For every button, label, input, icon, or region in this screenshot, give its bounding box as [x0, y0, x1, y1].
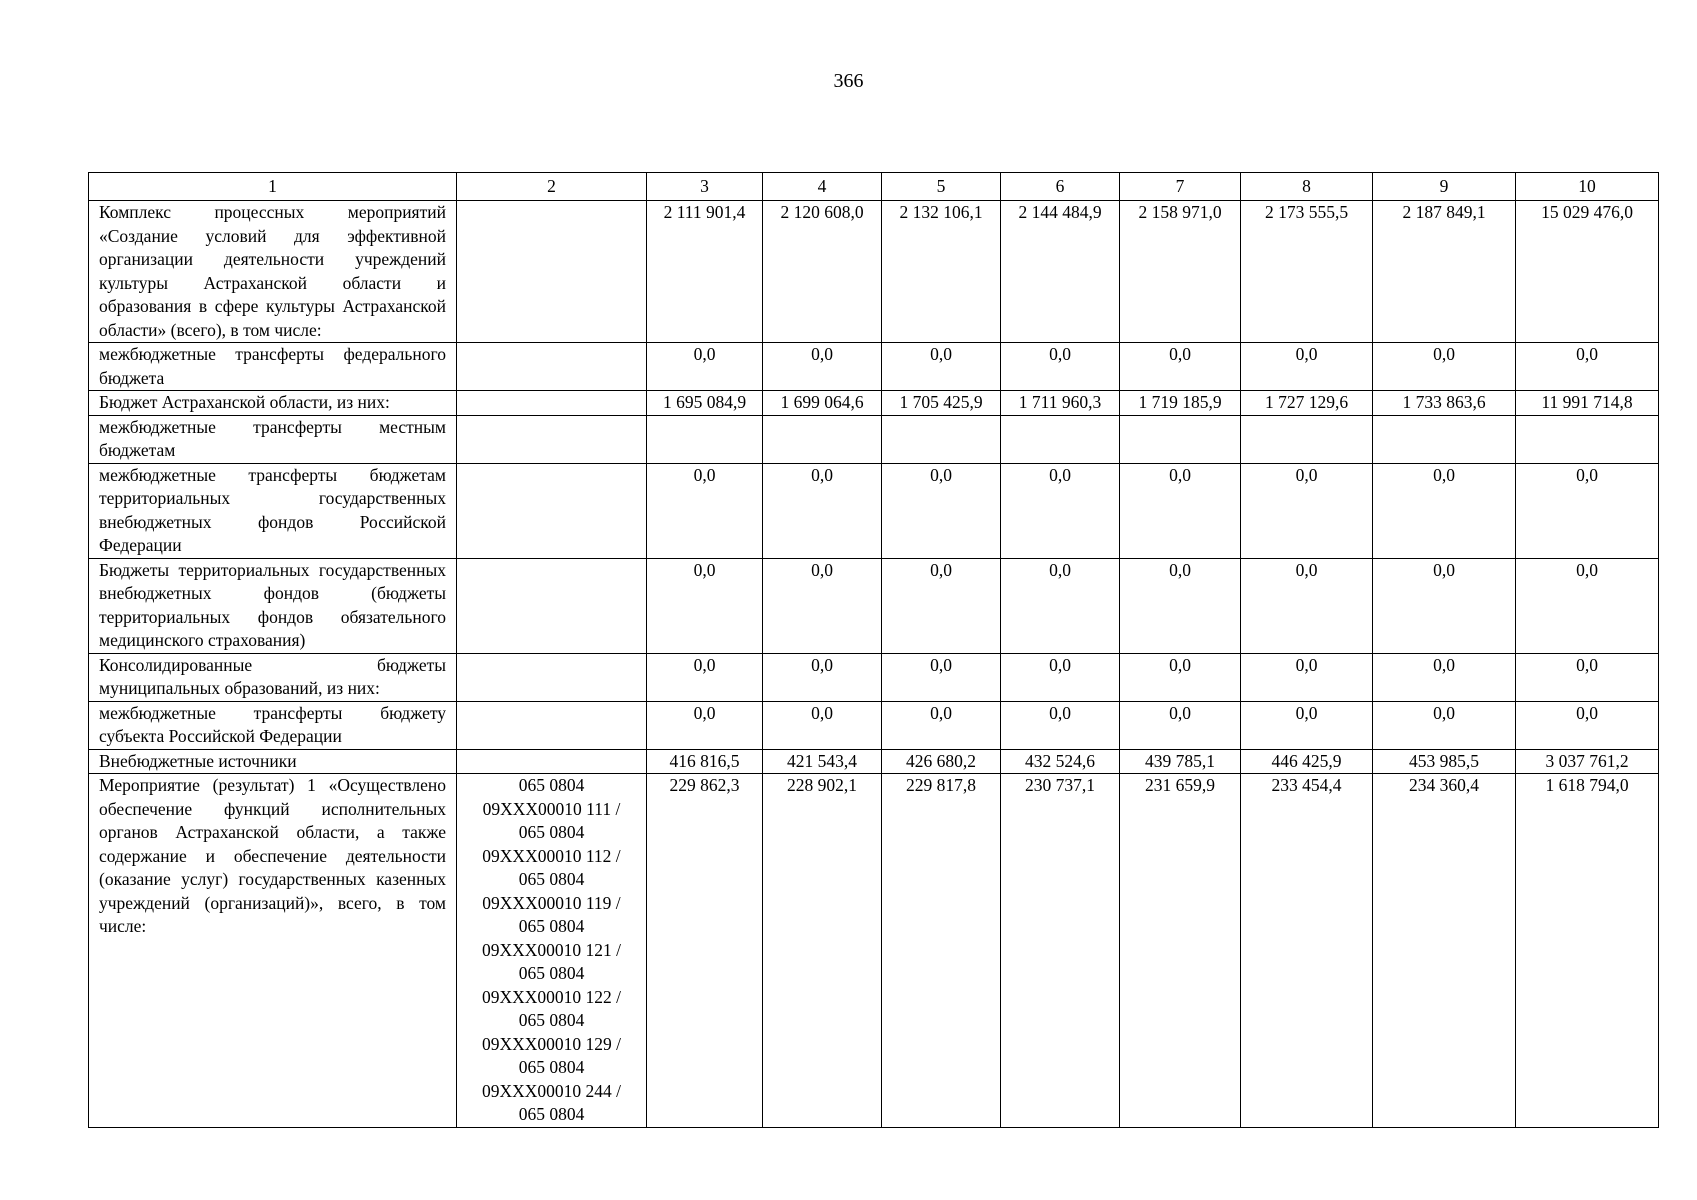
value-cell: 0,0 [1120, 701, 1241, 749]
value-cell: 11 991 714,8 [1516, 391, 1659, 416]
row-name: Внебюджетные источники [89, 749, 457, 774]
row-name: Бюджет Астраханской области, из них: [89, 391, 457, 416]
value-cell: 416 816,5 [647, 749, 763, 774]
value-cell: 2 173 555,5 [1241, 201, 1373, 343]
value-cell: 0,0 [1241, 558, 1373, 653]
value-cell [1001, 415, 1120, 463]
value-cell: 0,0 [1241, 701, 1373, 749]
value-cell: 0,0 [882, 343, 1001, 391]
value-cell: 0,0 [1516, 343, 1659, 391]
header-cell: 7 [1120, 173, 1241, 201]
table-header [89, 173, 1659, 201]
value-cell: 1 727 129,6 [1241, 391, 1373, 416]
value-cell: 0,0 [763, 463, 882, 558]
value-cell: 0,0 [647, 701, 763, 749]
value-cell: 2 144 484,9 [1001, 201, 1120, 343]
row-name: Консолидированные бюджеты муниципальных образований, из них: [89, 653, 457, 701]
value-cell [882, 415, 1001, 463]
value-cell: 230 737,1 [1001, 774, 1120, 1128]
value-cell: 439 785,1 [1120, 749, 1241, 774]
value-cell: 1 699 064,6 [763, 391, 882, 416]
value-cell: 0,0 [1001, 343, 1120, 391]
row-code [457, 558, 647, 653]
table-row [89, 201, 1659, 343]
value-cell: 1 711 960,3 [1001, 391, 1120, 416]
table-row [89, 415, 1659, 463]
row-name: межбюджетные трансферты бюджетам территориальных государственных внебюджетных фондов Российской Федерации [89, 463, 457, 558]
value-cell: 0,0 [1373, 558, 1516, 653]
value-cell: 0,0 [1241, 653, 1373, 701]
row-code [457, 653, 647, 701]
value-cell: 426 680,2 [882, 749, 1001, 774]
header-cell: 1 [89, 173, 457, 201]
value-cell: 229 817,8 [882, 774, 1001, 1128]
value-cell: 0,0 [763, 701, 882, 749]
value-cell: 421 543,4 [763, 749, 882, 774]
value-cell: 2 111 901,4 [647, 201, 763, 343]
value-cell: 0,0 [1373, 701, 1516, 749]
value-cell: 432 524,6 [1001, 749, 1120, 774]
header-cell: 4 [763, 173, 882, 201]
row-code [457, 343, 647, 391]
value-cell: 234 360,4 [1373, 774, 1516, 1128]
row-name: Комплекс процессных мероприятий «Создание условий для эффективной организации деятельности учреждений культуры Астраханской области и образования в сфере культуры Астраханской области» (всего), в том числе: [89, 201, 457, 343]
row-code [457, 201, 647, 343]
value-cell: 0,0 [1241, 343, 1373, 391]
table-row [89, 558, 1659, 653]
header-cell: 2 [457, 173, 647, 201]
value-cell: 0,0 [647, 558, 763, 653]
value-cell: 0,0 [882, 701, 1001, 749]
value-cell: 231 659,9 [1120, 774, 1241, 1128]
value-cell: 0,0 [1373, 463, 1516, 558]
row-name: межбюджетные трансферты местным бюджетам [89, 415, 457, 463]
value-cell: 1 705 425,9 [882, 391, 1001, 416]
value-cell [1241, 415, 1373, 463]
value-cell: 0,0 [1120, 463, 1241, 558]
row-code: 065 0804 09ХХХ00010 111 / 065 0804 09ХХХ00010 112 / 065 0804 09ХХХ00010 119 / 065 0804 09ХХХ00010 121 / 065 0804 09ХХХ00010 122 / 065 0804 09ХХХ00010 129 / 065 0804 09ХХХ00010 244 / 065 0804 [457, 774, 647, 1128]
row-code [457, 701, 647, 749]
value-cell: 2 132 106,1 [882, 201, 1001, 343]
value-cell [647, 415, 763, 463]
value-cell: 15 029 476,0 [1516, 201, 1659, 343]
row-name: межбюджетные трансферты федерального бюджета [89, 343, 457, 391]
table-row [89, 343, 1659, 391]
table-row [89, 774, 1659, 1128]
page-number: 366 [833, 70, 864, 92]
value-cell: 0,0 [1001, 463, 1120, 558]
value-cell [1120, 415, 1241, 463]
row-code [457, 391, 647, 416]
header-cell: 6 [1001, 173, 1120, 201]
row-name: межбюджетные трансферты бюджету субъекта Российской Федерации [89, 701, 457, 749]
header-cell: 5 [882, 173, 1001, 201]
value-cell: 2 120 608,0 [763, 201, 882, 343]
table-row [89, 653, 1659, 701]
value-cell: 0,0 [1373, 343, 1516, 391]
budget-table [88, 172, 1659, 1128]
value-cell: 0,0 [882, 558, 1001, 653]
value-cell: 1 618 794,0 [1516, 774, 1659, 1128]
value-cell: 453 985,5 [1373, 749, 1516, 774]
table-row [89, 749, 1659, 774]
value-cell: 1 733 863,6 [1373, 391, 1516, 416]
value-cell: 0,0 [1001, 701, 1120, 749]
table-body [89, 201, 1659, 1128]
value-cell: 0,0 [763, 558, 882, 653]
value-cell: 0,0 [1120, 653, 1241, 701]
row-name: Бюджеты территориальных государственных внебюджетных фондов (бюджеты территориальных фондов обязательного медицинского страхования) [89, 558, 457, 653]
table-row [89, 701, 1659, 749]
header-cell: 10 [1516, 173, 1659, 201]
row-name: Мероприятие (результат) 1 «Осуществлено обеспечение функций исполнительных органов Астраханской области, а также содержание и обеспечение деятельности (оказание услуг) государственных казенных учреждений (организаций)», всего, в том числе: [89, 774, 457, 1128]
value-cell: 229 862,3 [647, 774, 763, 1128]
table-row [89, 463, 1659, 558]
value-cell: 0,0 [1001, 558, 1120, 653]
table-row [89, 391, 1659, 416]
value-cell: 0,0 [763, 653, 882, 701]
value-cell: 0,0 [647, 463, 763, 558]
value-cell [1516, 415, 1659, 463]
value-cell: 0,0 [1516, 653, 1659, 701]
value-cell: 1 719 185,9 [1120, 391, 1241, 416]
value-cell: 0,0 [647, 343, 763, 391]
value-cell: 233 454,4 [1241, 774, 1373, 1128]
value-cell: 0,0 [1241, 463, 1373, 558]
header-cell: 9 [1373, 173, 1516, 201]
row-code [457, 463, 647, 558]
value-cell: 0,0 [1120, 343, 1241, 391]
value-cell [763, 415, 882, 463]
value-cell: 0,0 [1516, 558, 1659, 653]
value-cell: 0,0 [763, 343, 882, 391]
value-cell: 1 695 084,9 [647, 391, 763, 416]
value-cell: 0,0 [647, 653, 763, 701]
value-cell: 0,0 [1516, 463, 1659, 558]
value-cell: 0,0 [1516, 701, 1659, 749]
value-cell [1373, 415, 1516, 463]
value-cell: 2 187 849,1 [1373, 201, 1516, 343]
header-row [89, 173, 1659, 201]
value-cell: 228 902,1 [763, 774, 882, 1128]
value-cell: 0,0 [882, 463, 1001, 558]
value-cell: 446 425,9 [1241, 749, 1373, 774]
value-cell: 0,0 [1120, 558, 1241, 653]
row-code [457, 415, 647, 463]
value-cell: 0,0 [882, 653, 1001, 701]
value-cell: 0,0 [1001, 653, 1120, 701]
header-cell: 3 [647, 173, 763, 201]
value-cell: 0,0 [1373, 653, 1516, 701]
value-cell: 3 037 761,2 [1516, 749, 1659, 774]
header-cell: 8 [1241, 173, 1373, 201]
value-cell: 2 158 971,0 [1120, 201, 1241, 343]
row-code [457, 749, 647, 774]
